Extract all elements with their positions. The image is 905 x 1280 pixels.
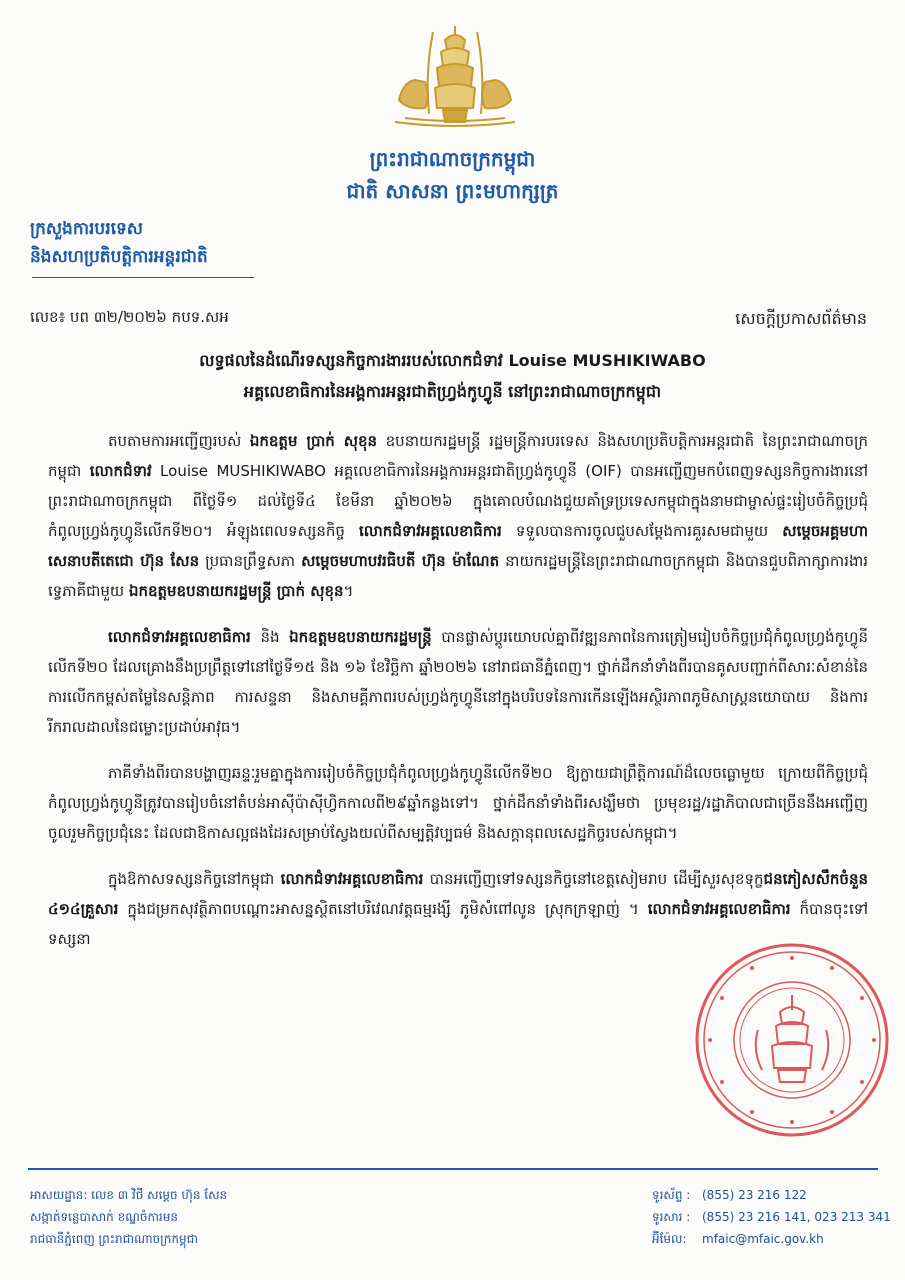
bold-text-run: លោកជំទាវអគ្គលេខាធិការ (108, 628, 251, 646)
fax-row (652, 1206, 891, 1228)
footer-address (30, 1184, 227, 1250)
ministry-name (30, 215, 208, 271)
text-run: បានផ្លាស់ប្តូរយោបល់គ្នាពីវឌ្ឍនភាពនៃការត្រៀមរៀបចំកិច្ចប្រជុំកំពូលហ្វ្រង់កូហ្វូនីលើកទី២០ ដែលគ្រោងនឹងប្រព្រឹត្តទៅនៅថ្ងៃទី១៥ និង ១៦ ខែវិច្ឆិកា ឆ្នាំ២០២៦ នៅរាជធានីភ្នំពេញ។ ថ្នាក់ដឹកនាំទាំងពីរបានគូសបញ្ជាក់ពីសារៈសំខាន់នៃការលើកកម្ពស់តម្លៃនៃសន្តិភាព ការសន្ទនា និងសាមគ្គីភាពរបស់ហ្វ្រង់កូហ្វូនីនៅក្នុងបរិបទនៃការកើនឡើងអស្ថិរភាពភូមិសាស្ត្រនយោបាយ និងការរីករាលដាលនៃជម្លោះប្រដាប់អាវុធ។ (48, 628, 868, 736)
fax-number: (855) 23 216 141, 023 213 341 (702, 1210, 891, 1224)
bold-text-run: លោកជំទាវ (89, 462, 152, 480)
bold-text-run: សម្តេចអគ្គមហាសេនាបតីតេជោ ហ៊ុន សែន (48, 522, 868, 570)
reference-number: លេខ៖ បព ៣២/២០២៦ កបទ.សអ (30, 308, 229, 326)
text-run: ប្រធានព្រឹទ្ធសភា (199, 552, 302, 570)
email-label: អ៊ីម៉ែល: (652, 1232, 687, 1246)
phone-number: (855) 23 216 122 (702, 1188, 807, 1202)
press-release-body (48, 426, 869, 948)
footer-divider (28, 1168, 878, 1170)
bold-text-run: ជនភៀសសឹកចំនួន ៤១៤គ្រួសារ (48, 870, 868, 918)
text-run: ក្នុងជម្រកសុវត្ថិភាពបណ្តោះអាសន្នស្ថិតនៅបរិវេណវត្តធម្មរង្សី ភូមិសំពៅលូន ស្រុកក្រឡាញ់ ។ (118, 900, 648, 918)
text-run: ភាគីទាំងពីរបានបង្ហាញឆន្ទៈរួមគ្នាក្នុងការរៀបចំកិច្ចប្រជុំកំពូលហ្វ្រង់កូហ្វូនីលើកទី២០ ឱ្យក្លាយជាព្រឹត្តិការណ៍ដ៏លេចធ្លោមួយ ក្រោយពីកិច្ចប្រជុំកំពូលហ្វ្រង់កូហ្វូនីត្រូវបានរៀបចំនៅតំបន់អាស៊ីប៉ាស៊ីហ្វិកកាលពី២៩ឆ្នាំកន្លងទៅ។ ថ្នាក់ដឹកនាំទាំងពីរសង្ឃឹមថា ប្រមុខរដ្ឋ/រដ្ឋាភិបាលជាច្រើននឹងអញ្ជើញចូលរួមកិច្ចប្រជុំនេះ ដែលជាឱកាសល្អផងដែរសម្រាប់ស្វែងយល់ពីសម្បត្តិវប្បធម៌ និងសក្តានុពលសេដ្ឋកិច្ចរបស់កម្ពុជា។ (48, 764, 868, 842)
bold-text-run: លោកជំទាវអគ្គលេខាធិការ (359, 522, 502, 540)
ministry-underline (32, 277, 254, 278)
text-run: ទទួលបានការចូលជួបសម្តែងការគួរសមជាមួយ (501, 522, 783, 540)
title-line-1: លទ្ធផលនៃដំណើរទស្សនកិច្ចការងាររបស់លោកជំទាវ Louise MUSHIKIWABO (199, 351, 706, 370)
text-run: ឧបនាយករដ្ឋមន្ត្រី រដ្ឋមន្ត្រីការបរទេស និងសហប្រតិបត្តិការអន្តរជាតិ នៃព្រះរាជាណាចក្រកម្ពុជា (48, 432, 868, 480)
text-run: នាយករដ្ឋមន្ត្រីនៃព្រះរាជាណាចក្រកម្ពុជា និងបានជួបពិភាក្សាការងារទ្វេភាគីជាមួយ (48, 552, 868, 600)
email-address: mfaic@mfaic.gov.kh (702, 1232, 824, 1246)
official-seal-stamp (692, 940, 892, 1140)
paragraph-2 (48, 622, 868, 742)
email-row (652, 1228, 891, 1250)
paragraph-1 (48, 426, 868, 606)
bold-text-run: សម្តេចមហាបវរធិបតី ហ៊ុន ម៉ាណែត (301, 552, 500, 570)
kingdom-name: ព្រះរាជាណាចក្រកម្ពុជា (369, 147, 536, 171)
address-line-3: រាជធានីភ្នំពេញ ព្រះរាជាណាចក្រកម្ពុជា (30, 1232, 198, 1246)
fax-label: ទូរសារ : (652, 1210, 691, 1224)
royal-coat-of-arms-emblem (385, 22, 525, 132)
national-motto: ជាតិ សាសនា ព្រះមហាក្សត្រ (346, 179, 559, 203)
text-run: ក៏បានចុះទៅទស្សនា (48, 900, 869, 948)
text-run: តបតាមការអញ្ជើញរបស់ (108, 432, 250, 450)
text-run: ក្នុងឱកាសទស្សនកិច្ចនៅកម្ពុជា (108, 870, 281, 888)
ministry-name-line1: ក្រសួងការបរទេស (30, 219, 143, 239)
text-run: បានអញ្ជើញទៅទស្សនកិច្ចនៅខេត្តសៀមរាប ដើម្បីសួរសុខទុក្ខ (423, 870, 764, 888)
text-run: Louise MUSHIKIWABO អគ្គលេខាធិការនៃអង្គការអន្តរជាតិហ្វ្រង់កូហ្វូនី (OIF) បានអញ្ជើញមកបំពេញទស្សនកិច្ចការងារនៅព្រះរាជាណាចក្រកម្ពុជា ពីថ្ងៃទី១ ដល់ថ្ងៃទី៤ ខែមីនា ឆ្នាំ២០២៦ ក្នុងគោលបំណងជួយគាំទ្រប្រទេសកម្ពុជាក្នុងនាមជាម្ចាស់ផ្ទះរៀបចំកិច្ចប្រជុំកំពូលហ្វ្រង់កូហ្វូនីលើកទី២០។ អំឡុងពេលទស្សនកិច្ច (48, 462, 869, 540)
ministry-name-line2: និងសហប្រតិបត្តិការអន្តរជាតិ (30, 247, 208, 267)
bold-text-run: លោកជំទាវអគ្គលេខាធិការ (647, 900, 791, 918)
phone-label: ទូរស័ព្ទ : (652, 1188, 691, 1202)
title-line-2: អគ្គលេខាធិការនៃអង្គការអន្តរជាតិហ្វ្រង់កូហ្វូនី នៅព្រះរាជាណាចក្រកម្ពុជា (243, 382, 662, 401)
phone-row (652, 1184, 891, 1206)
bold-text-run: ឯកឧត្តម ប្រាក់ សុខុន (249, 432, 378, 450)
text-run: និង (250, 628, 290, 646)
footer-contacts (652, 1184, 891, 1250)
paragraph-3 (48, 758, 868, 848)
text-run: ។ (343, 582, 354, 600)
address-line-1: អាសយដ្ឋាន: លេខ ៣ វិថី សម្តេច ហ៊ុន សែន (30, 1188, 228, 1202)
address-line-2: សង្កាត់ទន្លេបាសាក់ ខណ្ឌចំការមន (30, 1210, 178, 1224)
bold-text-run: លោកជំទាវអគ្គលេខាធិការ (280, 870, 424, 888)
bold-text-run: ឯកឧត្តមឧបនាយករដ្ឋមន្ត្រី ប្រាក់ សុខុន (128, 582, 344, 600)
document-type-label: សេចក្តីប្រកាសព័ត៌មាន (735, 309, 867, 328)
bold-text-run: ឯកឧត្តមឧបនាយករដ្ឋមន្ត្រី (289, 628, 432, 646)
